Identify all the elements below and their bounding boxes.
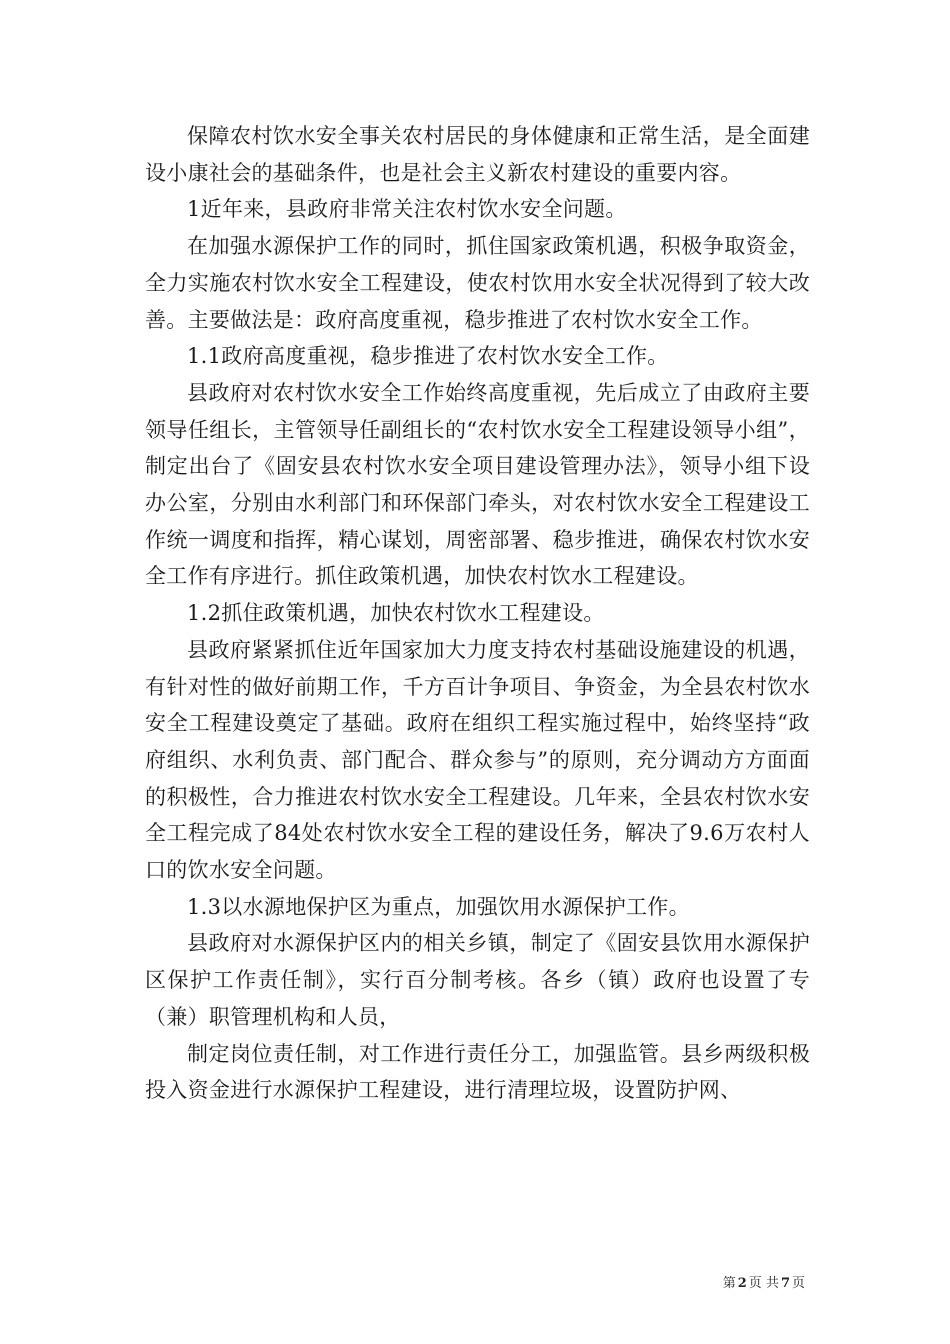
paragraph: 1近年来，县政府非常关注农村饮水安全问题。 (187, 197, 627, 222)
paragraph: 制定岗位责任制，对工作进行责任分工，加强监管。县乡两级积极投入资金进行水源保护工程建设，进行清理垃圾，设置防护网、 (145, 1041, 810, 1103)
page-footer (723, 1276, 805, 1292)
footer-prefix: 第 (722, 1276, 736, 1291)
footer-suffix: 页 (791, 1276, 805, 1291)
total-page-number: 7 (780, 1276, 790, 1291)
section-heading: 1.3以水源地保护区为重点，加强饮用水源保护工作。 (187, 894, 690, 919)
section-heading: 1.1政府高度重视，稳步推进了农村饮水安全工作。 (187, 344, 669, 369)
paragraph: 县政府对水源保护区内的相关乡镇，制定了《固安县饮用水源保护区保护工作责任制》，实行百分制考核。各乡（镇）政府也设置了专（兼）职管理机构和人员， (145, 931, 810, 1029)
section-heading: 1.2抓住政策机遇，加快农村饮水工程建设。 (187, 601, 605, 626)
footer-middle: 页 共 (748, 1276, 779, 1291)
current-page-number: 2 (737, 1276, 747, 1291)
paragraph: 在加强水源保护工作的同时，抓住国家政策机遇，积极争取资金，全力实施农村饮水安全工程建设，使农村饮用水安全状况得到了较大改善。主要做法是：政府高度重视，稳步推进了农村饮水安全工作。 (145, 234, 810, 332)
paragraph: 保障农村饮水安全事关农村居民的身体健康和正常生活，是全面建设小康社会的基础条件，也是社会主义新农村建设的重要内容。 (145, 124, 810, 185)
paragraph: 县政府对农村饮水安全工作始终高度重视，先后成立了由政府主要领导任组长，主管领导任副组长的“农村饮水安全工程建设领导小组”，制定出台了《固安县农村饮水安全项目建设管理办法》，领导小组下设办公室，分别由水利部门和环保部门牵头，对农村饮水安全工程建设工作统一调度和指挥，精心谋划，周密部署、稳步推进，确保农村饮水安全工作有序进行。抓住政策机遇，加快农村饮水工程建设。 (145, 380, 810, 589)
paragraph: 县政府紧紧抓住近年国家加大力度支持农村基础设施建设的机遇，有针对性的做好前期工作，千方百计争项目、争资金，为全县农村饮水安全工程建设奠定了基础。政府在组织工程实施过程中，始终坚持“政府组织、水利负责、部门配合、群众参与”的原则，充分调动方方面面的积极性，合力推进农村饮水安全工程建设。几年来，全县农村饮水安全工程完成了84处农村饮水安全工程的建设任务，解决了9.6万农村人口的饮水安全问题。 (145, 637, 810, 883)
body-text (145, 118, 810, 1109)
